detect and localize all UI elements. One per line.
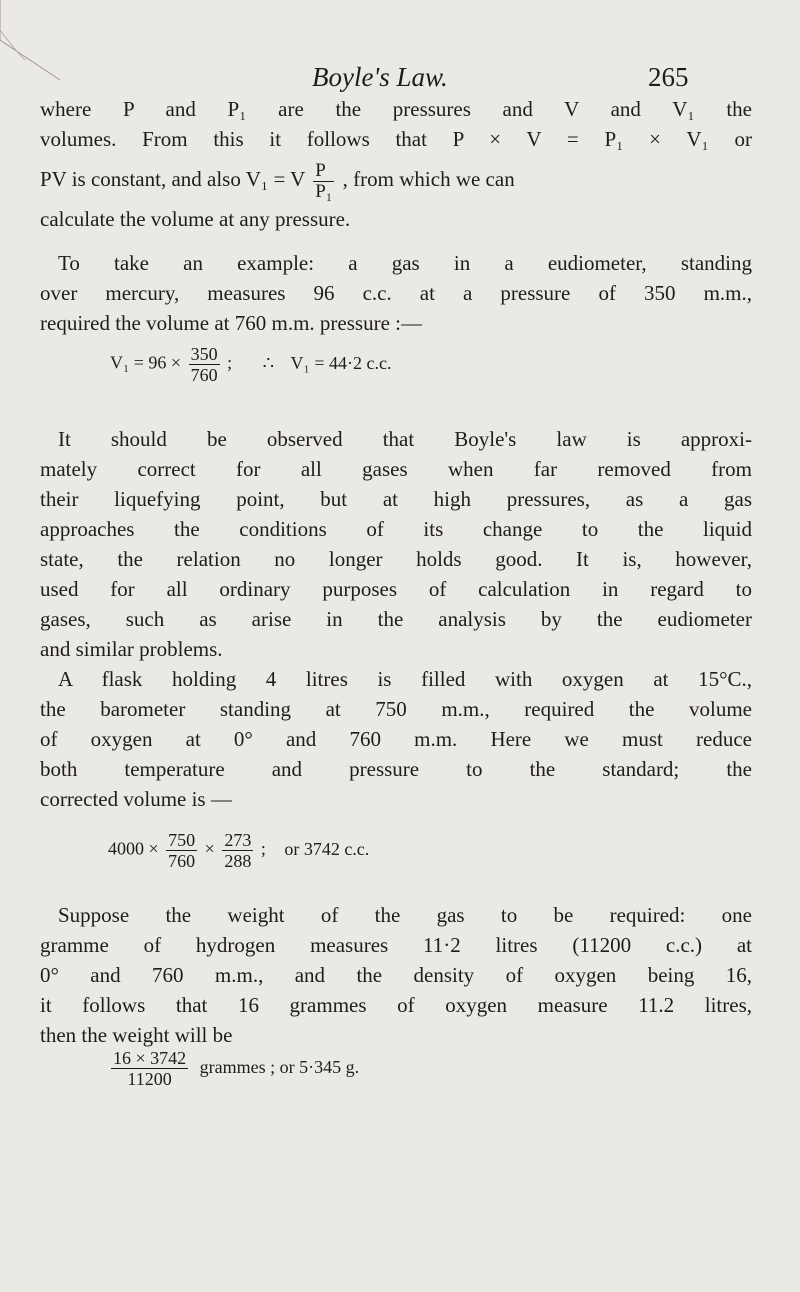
text-line: volumes. From this it follows that P × V = P₁ × V₁ or bbox=[40, 127, 752, 151]
fraction-denominator: 11200 bbox=[127, 1069, 172, 1089]
paragraph-5 bbox=[40, 900, 752, 1050]
text-line: required the volume at 760 m.m. pressure :— bbox=[40, 311, 422, 335]
text-line: corrected volume is — bbox=[40, 787, 232, 811]
text-line-with-fraction bbox=[40, 154, 752, 204]
equation-separator: ; bbox=[227, 352, 233, 373]
fraction-numerator: 273 bbox=[224, 830, 252, 850]
paragraph-2 bbox=[40, 248, 752, 338]
text-line: mately correct for all gases when far removed from bbox=[40, 457, 752, 481]
text-line: approaches the conditions of its change to the liquid bbox=[40, 517, 752, 541]
formula-text: PV is constant, and also V₁ = V bbox=[40, 167, 305, 191]
therefore-symbol: ∴ bbox=[262, 352, 275, 373]
text-line: It should be observed that Boyle's law is approxi- bbox=[58, 427, 752, 451]
text-line: calculate the volume at any pressure. bbox=[40, 207, 351, 231]
equation-lhs: V₁ = 96 × bbox=[110, 352, 182, 373]
fraction-numerator: P bbox=[313, 161, 334, 182]
paragraph-4 bbox=[40, 664, 752, 814]
text-line: state, the relation no longer holds good. It is, however, bbox=[40, 547, 752, 571]
fraction-numerator: 350 bbox=[190, 344, 218, 364]
text-line: gramme of hydrogen measures 11·2 litres (11200 c.c.) at bbox=[40, 933, 752, 957]
text-line: gases, such as arise in the analysis by the eudiometer bbox=[40, 607, 752, 631]
equation-separator: ; bbox=[260, 838, 266, 859]
page-number: 265 bbox=[648, 62, 689, 92]
text-line: Suppose the weight of the gas to be required: one bbox=[58, 903, 752, 927]
paragraph-1 bbox=[40, 94, 752, 234]
fraction-numerator: 16 × 3742 bbox=[113, 1048, 187, 1068]
text-line: used for all ordinary purposes of calculation in regard to bbox=[40, 577, 752, 601]
text-line: both temperature and pressure to the standard; the bbox=[40, 757, 752, 781]
equation-rhs: grammes ; or 5·345 g. bbox=[199, 1056, 360, 1077]
text-line: their liquefying point, but at high pressures, as a gas bbox=[40, 487, 752, 511]
text-line: A flask holding 4 litres is filled with oxygen at 15°C., bbox=[58, 667, 752, 691]
text-line: then the weight will be bbox=[40, 1023, 233, 1047]
text-line: 0° and 760 m.m., and the density of oxygen being 16, bbox=[40, 963, 752, 987]
text-line: of oxygen at 0° and 760 m.m. Here we must reduce bbox=[40, 727, 752, 751]
text-line: To take an example: a gas in a eudiometer, standing bbox=[58, 251, 752, 275]
running-title: Boyle's Law. bbox=[312, 62, 448, 92]
fraction-273-over-288 bbox=[222, 830, 253, 871]
text-line: the barometer standing at 750 m.m., required the volume bbox=[40, 697, 752, 721]
fraction-350-over-760 bbox=[189, 344, 220, 385]
fraction-denominator: P₁ bbox=[315, 180, 333, 202]
fraction-denominator: 760 bbox=[168, 851, 196, 871]
fraction-p-over-p1 bbox=[313, 161, 334, 202]
equation-rhs: or 3742 c.c. bbox=[284, 838, 370, 859]
text-line: over mercury, measures 96 c.c. at a pressure of 350 m.m., bbox=[40, 281, 752, 305]
equation-3 bbox=[108, 1048, 359, 1089]
equation-rhs: V₁ = 44·2 c.c. bbox=[290, 352, 392, 373]
times-symbol: × bbox=[204, 838, 215, 859]
fraction-denominator: 288 bbox=[224, 851, 252, 871]
paragraph-3 bbox=[40, 424, 752, 664]
formula-text: , from which we can bbox=[342, 167, 515, 191]
text-line: it follows that 16 grammes of oxygen measure 11.2 litres, bbox=[40, 993, 752, 1017]
fraction-numerator: 750 bbox=[168, 830, 196, 850]
fraction-750-over-760 bbox=[166, 830, 197, 871]
equation-1 bbox=[110, 344, 391, 385]
equation-lhs: 4000 × bbox=[108, 838, 159, 859]
fraction-weight bbox=[111, 1048, 188, 1089]
fraction-denominator: 760 bbox=[190, 365, 218, 385]
text-line: where P and P₁ are the pressures and V and V₁ the bbox=[40, 97, 752, 121]
text-line: and similar problems. bbox=[40, 637, 223, 661]
equation-2 bbox=[108, 830, 369, 871]
